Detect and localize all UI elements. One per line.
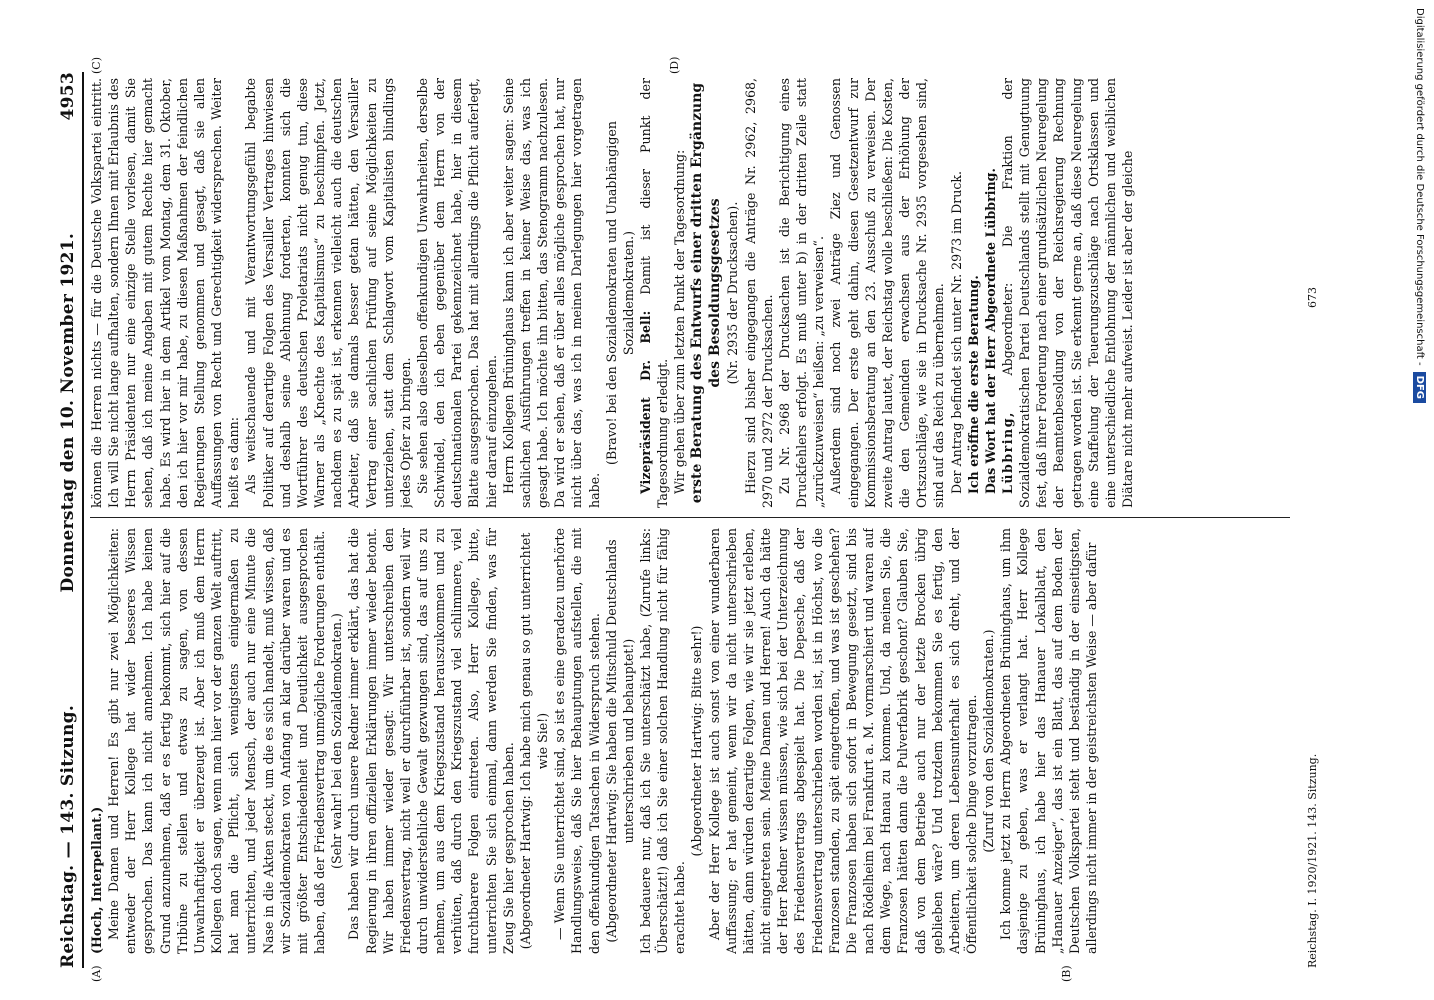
footer-number: 673 xyxy=(1306,287,1319,308)
paragraph: Herrn Kollegen Brüninghaus kann ich aber weiter sagen: Seine sachlichen Ausführungen treffen in keiner Weise das, was ich gesagt habe. Ich möchte ihn bitten, das Stenogramm nachzulesen. Da wird er sehen, daß er über alles mögliche gesprochen hat, nur nicht über das, was ich in meinen Darlegungen hier vorgetragen habe. xyxy=(500,78,602,508)
right-column xyxy=(88,78,1296,508)
margin-marker-a: (A) xyxy=(90,965,103,982)
footer-signature: Reichstag. I. 1920/1921. 143. Sitzung. xyxy=(1306,753,1319,968)
page-number: 4953 xyxy=(58,72,78,121)
paragraph: Ich komme jetzt zu Herrn Abgeordneten Brüninghaus, um ihm dasjenige zu geben, was er verlangt hat. Herr Kollege Brüninghaus, ich habe hier das Hanauer Lokalblatt, den „Hanauer Anzeiger“, das ist ein Blatt, das auf dem Boden der Deutschen Volkspartei steht und beständig in der einseitigsten, allerdings nicht immer in der geistreichsten Weise — aber dafür xyxy=(998,528,1100,954)
page-header xyxy=(56,72,80,968)
agenda-item: erste Beratung des Entwurfs einer dritten Ergänzung des Besoldungsgesetzes xyxy=(689,82,724,504)
paragraph: Das haben wir durch unsere Redner immer erklärt, das hat die Regierung in ihren offiziellen Erklärungen immer wieder betont. Wir haben immer wieder gesagt: Wir unterschreiben den Friedensvertrag, nicht weil er durchführbar ist, sondern weil wir durch unwiderstehliche Gewalt gezwungen sind, das auf uns zu nehmen, um aus dem Kriegszustand herauszukommen und zu verhüten, daß durch den Kriegszustand viel schlimmere, viel furchtbarere Folgen eintreten. Also, Herr Kollege, bitte, unterrichten Sie sich einmal, dann werden Sie finden, was für Zeug Sie hier gesprochen haben. xyxy=(346,528,516,954)
margin-marker-d: (D) xyxy=(668,56,681,74)
column-divider xyxy=(90,517,1290,518)
paragraph: Aber der Herr Kollege ist auch sonst von einer wunderbaren Auffassung; er hat gemeint, wenn wir da nicht unterschrieben hätten, dann würden derartige Folgen, wie wir sie jetzt erleben, nicht eingetreten sein. Meine Damen und Herren! Auch da hätte der Herr Redner wissen müssen, wie sich bei der Unterzeichnung des Friedensvertrags abgespielt hat. Die Depesche, daß der Friedensvertrag unterschrieben worden ist, ist in Höchst, wo die Franzosen standen, zu spät eingetroffen, und was ist geschehen? Die Franzosen haben sich sofort in Bewegung gesetzt, sind bis nach Rödelheim bei Frankfurt a. M. vormarschiert und waren auf dem Wege, nach Hanau zu kommen. Und, da meinen Sie, die Franzosen hätten dann die Pulverfabrik geschont? Glauben Sie, daß von dem Betriebe auch nur der letzte Brocken übrig geblieben wäre? Und trotzdem bekommen Sie es fertig, den Arbeitern, um deren Lebensunterhalt es sich dreht, und der Öffentlichkeit solche Dinge vorzutragen. xyxy=(706,528,979,954)
speaker-label: Vizepräsident Dr. Bell: xyxy=(638,310,653,494)
rotated-page xyxy=(56,56,1352,982)
quoted-passage: Als weitschauende und mit Verantwortungsgefühl begabte Politiker auf derartige Folgen des Versailler Vertrages hinwiesen und deshalb seine Ablehnung forderten, konnten sich die Wortführer des deutschen Proletariats nicht genug tun, diese Warner als „Knechte des Kapitalismus“ zu beschimpfen. Jetzt, nachdem es zu spät ist, erkennen vielleicht auch die deutschen Arbeiter, daß sie damals besser getan hätten, den Versailler Vertrag einer sachlichen Prüfung auf seine Möglichkeiten zu unterziehen, statt dem Schlagwort vom Kapitalisten blindlings jedes Opfer zu bringen. xyxy=(243,78,413,508)
paragraph: Sie sehen also dieselben offenkundigen Unwahrheiten, derselbe Schwindel, den ich eben gegenüber dem Herrn von der deutschnationalen Partei gekennzeichnet habe, hier in diesem Blatte ausgesprochen. Das hat mit allerdings die Pflicht auferlegt, hier darauf einzugehen. xyxy=(414,78,499,508)
speaker-label: Lübbring, xyxy=(999,411,1015,494)
dfg-logo: DFG xyxy=(1413,372,1426,403)
paragraph: können die Herren nichts — für die Deutsche Volkspartei eintritt. Ich will Sie nicht lange aufhalten, sondern Ihnen mit Erlaubnis des Herrn Präsidenten nur eine einzige Stelle vorlesen, damit Sie sehen, daß ich meine Angaben mit gutem Rechte hier gemacht habe. Es wird hier in dem Artikel vom Montag, dem 31. Oktober, den ich hier vor mir habe, zu diesen Maßnahmen der feindlichen Regierungen Stellung genommen und gesagt, daß sie allen Auffassungen von Recht und Gerechtigkeit widersprechen. Weiter heißt es dann: xyxy=(89,78,242,508)
header-date: Donnerstag den 10. November 1921. xyxy=(58,232,78,593)
paragraph: — Wenn Sie unterrichtet sind, so ist es eine geradezu unerhörte Handlungsweise, daß Sie hier Behauptungen aufstellen, die mit den offenkundigen Tatsachen in Widerspruch stehen. xyxy=(552,528,602,954)
interjection: (Abgeordneter Hartwig: Sie haben die Mitschuld Deutschlands unterschrieben und behauptet!) xyxy=(603,539,636,943)
speaker-paragraph xyxy=(637,78,671,508)
header-left: Reichstag. — 143. Sitzung. xyxy=(58,704,78,968)
paragraph: Der Antrag befindet sich unter Nr. 2973 im Druck. xyxy=(948,170,964,494)
speaker-text: Abgeordneter: Die Fraktion der Sozialdemokratischen Partei Deutschlands stellt mit Genugtuung fest, daß ihrer Forderung nach einer grundsätzlichen Neuregelung der Beamtenbesoldung von der Reichsregierung Rechnung getragen worden ist. Sie erkennt gerne an, daß diese Neuregelung eine Staffelung der Teuerungszuschläge nach Ortsklassen und eine unterschiedliche Entlohnung der männlichen und weiblichen Diätare nicht mehr aufweist. Leider ist aber der gleiche xyxy=(999,78,1136,508)
paragraph: Meine Damen und Herren! Es gibt nur zwei Möglichkeiten: entweder der Herr Kollege hat wider besseres Wissen gesprochen. Das kann ich nicht annehmen. Ich habe keinen Grund anzunehmen, daß er es fertig bekommt, sich hier auf die Tribüne zu stellen und etwas zu sagen, von dessen Unwahrhaftigkeit er überzeugt ist. Aber ich muß dem Herrn Kollegen doch sagen, wenn man hier vor der ganzen Welt auftritt, hat man die Pflicht, sich wenigstens einigermaßen zu unterrichten, und jeder Mensch, der auch nur eine Minute die Nase in die Akten steckt, um die es sich handelt, muß wissen, daß wir Sozialdemokraten von Anfang an klar darüber waren und es mit größter Entschiedenheit und Deutlichkeit ausgesprochen haben, daß der Friedensvertrag unmögliche Forderungen enthält. xyxy=(106,528,328,954)
speaker-label: (Hoch, Interpellant.) xyxy=(89,806,104,954)
paragraph: Zu Nr. 2968 der Drucksachen ist die Berichtigung eines Druckfehlers erfolgt. Es muß unter b) in der dritten Zeile statt „zurückzuweisen“ heißen: „zu verweisen“. xyxy=(776,78,827,508)
interjection: (Abgeordneter Hartwig: Bitte sehr!) xyxy=(689,625,705,857)
speaker-text: Damit ist dieser Punkt der Tagesordnung erledigt. xyxy=(638,78,671,508)
interjection: (Sehr wahr! bei den Sozialdemokraten.) xyxy=(329,613,345,869)
speaker-paragraph xyxy=(999,78,1136,508)
paragraph: Ich bedauere nur, daß ich Sie unterschätzt habe, (Zurufe links: Überschätzt!) daß ich Sie einer solchen Handlung nicht für fähig erachtet habe. xyxy=(638,528,688,954)
interjection: (Zuruf von den Sozialdemokraten.) xyxy=(981,629,997,853)
margin-marker-c: (C) xyxy=(90,57,103,74)
credit-text: Digitalisierung gefördert durch die Deutsche Forschungsgemeinschaft - xyxy=(1414,8,1425,366)
paragraph: Hierzu sind bisher eingegangen die Anträge Nr. 2962, 2968, 2970 und 2972 der Drucksachen. xyxy=(742,78,775,508)
margin-marker-b: (B) xyxy=(1060,965,1073,982)
paragraph: Ich eröffne die erste Beratung. xyxy=(965,275,981,494)
paragraph: Außerdem sind noch zwei Anträge Ziez und Genossen eingegangen. Der erste geht dahin, diesen Gesetzentwurf zur Kommissionsberatung an den 23. Ausschuß zu verweisen. Der zweite Antrag lautet, der Reichstag wolle beschließen: Die Kosten, die den Gemeinden erwachsen aus der Erhöhung der Ortszuschläge, wie sie in Drucksache Nr. 2935 vorgesehen sind, sind auf das Reich zu übernehmen. xyxy=(828,78,947,508)
paragraph: Wir gehen über zum letzten Punkt der Tagesordnung: xyxy=(672,149,688,494)
digitization-credit xyxy=(1413,8,1426,403)
paragraph: Das Wort hat der Herr Abgeordnete Lübbring. xyxy=(982,168,998,494)
agenda-reference: (Nr. 2935 der Drucksachen). xyxy=(725,201,741,385)
header-rule xyxy=(82,72,84,968)
interjection: (Abgeordneter Hartwig: Ich habe mich genau so gut unterrichtet wie Sie!) xyxy=(517,532,551,950)
interjection: (Bravo! bei den Sozialdemokraten und Unabhängigen Sozialdemokraten.) xyxy=(603,121,636,465)
left-column xyxy=(88,528,1296,954)
